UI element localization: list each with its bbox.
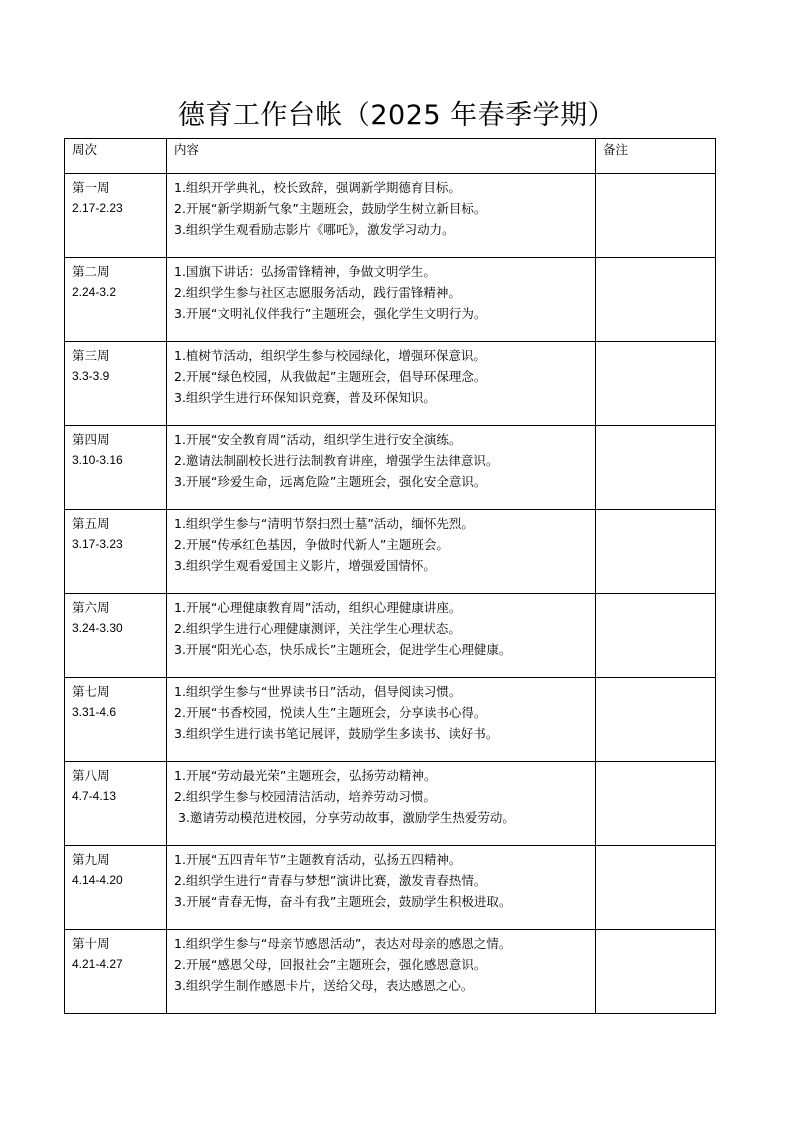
content-item: 2.开展“新学期新气象”主题班会，鼓励学生树立新目标。 (174, 201, 487, 216)
table-row (65, 258, 716, 342)
week-cell (65, 174, 167, 258)
table-row (65, 930, 716, 1014)
table-row (65, 174, 716, 258)
document-title: 德育工作台帐（2025 年春季学期） (177, 100, 616, 131)
week-dates: 4.7-4.13 (72, 789, 117, 803)
week-cell (65, 762, 167, 846)
content-cell (167, 258, 596, 342)
week-cell (65, 678, 167, 762)
remark-cell (596, 930, 716, 1014)
week-cell (65, 426, 167, 510)
week-dates: 2.24-3.2 (72, 285, 117, 299)
moral-education-ledger-table (64, 138, 716, 1014)
content-item: 2.开展“传承红色基因，争做时代新人”主题班会。 (174, 537, 449, 552)
content-cell (167, 594, 596, 678)
week-label: 第四周 (72, 432, 110, 447)
table-row (65, 342, 716, 426)
remark-cell (596, 510, 716, 594)
remark-cell (596, 762, 716, 846)
week-dates: 4.14-4.20 (72, 873, 123, 887)
week-dates: 3.31-4.6 (72, 705, 117, 719)
week-label: 第九周 (72, 852, 110, 867)
week-label: 第七周 (72, 684, 110, 699)
week-dates: 2.17-2.23 (72, 201, 123, 215)
content-cell (167, 342, 596, 426)
content-item: 2.邀请法制副校长进行法制教育讲座，增强学生法律意识。 (174, 453, 499, 468)
week-label: 第八周 (72, 768, 110, 783)
remark-cell (596, 342, 716, 426)
remark-cell (596, 846, 716, 930)
content-cell (167, 426, 596, 510)
remark-cell (596, 426, 716, 510)
week-cell (65, 930, 167, 1014)
content-item: 3.开展“文明礼仪伴我行”主题班会，强化学生文明行为。 (174, 306, 487, 321)
table-row (65, 762, 716, 846)
content-cell (167, 678, 596, 762)
content-item: 2.开展“绿色校园，从我做起”主题班会，倡导环保理念。 (174, 369, 487, 384)
content-cell (167, 930, 596, 1014)
content-item: 3.邀请劳动模范进校园，分享劳动故事，激励学生热爱劳动。 (178, 810, 515, 825)
content-item: 2.组织学生进行“青春与梦想”演讲比赛，激发青春热情。 (174, 873, 487, 888)
week-cell (65, 510, 167, 594)
content-item: 2.组织学生进行心理健康测评，关注学生心理状态。 (174, 621, 461, 636)
content-item: 3.开展“珍爱生命，远离危险”主题班会，强化安全意识。 (174, 474, 487, 489)
content-item: 1.开展“劳动最光荣”主题班会，弘扬劳动精神。 (174, 768, 437, 783)
content-item: 1.开展“五四青年节”主题教育活动，弘扬五四精神。 (174, 852, 462, 867)
table-row (65, 594, 716, 678)
content-item: 1.组织学生参与“世界读书日”活动，倡导阅读习惯。 (174, 684, 462, 699)
content-item: 3.开展“阳光心态，快乐成长”主题班会，促进学生心理健康。 (174, 642, 512, 657)
content-item: 3.组织学生观看励志影片《哪吒》，激发学习动力。 (174, 222, 455, 237)
content-cell (167, 174, 596, 258)
content-item: 3.组织学生观看爱国主义影片，增强爱国情怀。 (174, 558, 436, 573)
content-item: 1.组织学生参与“清明节祭扫烈士墓”活动，缅怀先烈。 (174, 516, 474, 531)
week-dates: 3.17-3.23 (72, 537, 123, 551)
week-label: 第三周 (72, 348, 110, 363)
table-row (65, 426, 716, 510)
header-remark: 备注 (596, 139, 716, 174)
content-cell (167, 510, 596, 594)
week-cell (65, 594, 167, 678)
remark-cell (596, 174, 716, 258)
table-row (65, 510, 716, 594)
table-body (65, 174, 716, 1014)
week-dates: 3.3-3.9 (72, 369, 110, 383)
week-label: 第一周 (72, 180, 110, 195)
content-item: 3.开展“青春无悔，奋斗有我”主题班会，鼓励学生积极进取。 (174, 894, 512, 909)
content-item: 2.组织学生参与社区志愿服务活动，践行雷锋精神。 (174, 285, 461, 300)
content-item: 1.开展“心理健康教育周”活动，组织心理健康讲座。 (174, 600, 462, 615)
content-cell (167, 762, 596, 846)
week-label: 第六周 (72, 600, 110, 615)
remark-cell (596, 594, 716, 678)
week-label: 第十周 (72, 936, 110, 951)
content-item: 1.植树节活动，组织学生参与校园绿化，增强环保意识。 (174, 348, 486, 363)
table-row (65, 846, 716, 930)
content-item: 2.开展“书香校园，悦读人生”主题班会，分享读书心得。 (174, 705, 487, 720)
content-item: 3.组织学生制作感恩卡片，送给父母，表达感恩之心。 (174, 978, 474, 993)
content-item: 3.组织学生进行环保知识竞赛，普及环保知识。 (174, 390, 436, 405)
content-item: 2.开展“感恩父母，回报社会”主题班会，强化感恩意识。 (174, 957, 487, 972)
week-dates: 4.21-4.27 (72, 957, 123, 971)
week-dates: 3.10-3.16 (72, 453, 123, 467)
content-item: 1.组织学生参与“母亲节感恩活动”，表达对母亲的感恩之情。 (174, 936, 512, 951)
header-week: 周次 (65, 139, 167, 174)
content-item: 1.开展“安全教育周”活动，组织学生进行安全演练。 (174, 432, 462, 447)
table-row (65, 678, 716, 762)
content-item: 1.国旗下讲话：弘扬雷锋精神，争做文明学生。 (174, 264, 436, 279)
header-content: 内容 (167, 139, 596, 174)
remark-cell (596, 258, 716, 342)
content-item: 1.组织开学典礼，校长致辞，强调新学期德育目标。 (174, 180, 461, 195)
week-label: 第二周 (72, 264, 110, 279)
content-cell (167, 846, 596, 930)
week-cell (65, 258, 167, 342)
content-item: 2.组织学生参与校园清洁活动，培养劳动习惯。 (174, 789, 436, 804)
remark-cell (596, 678, 716, 762)
table-header-row (65, 139, 716, 174)
week-cell (65, 342, 167, 426)
week-label: 第五周 (72, 516, 110, 531)
content-item: 3.组织学生进行读书笔记展评，鼓励学生多读书、读好书。 (174, 726, 499, 741)
week-cell (65, 846, 167, 930)
week-dates: 3.24-3.30 (72, 621, 123, 635)
